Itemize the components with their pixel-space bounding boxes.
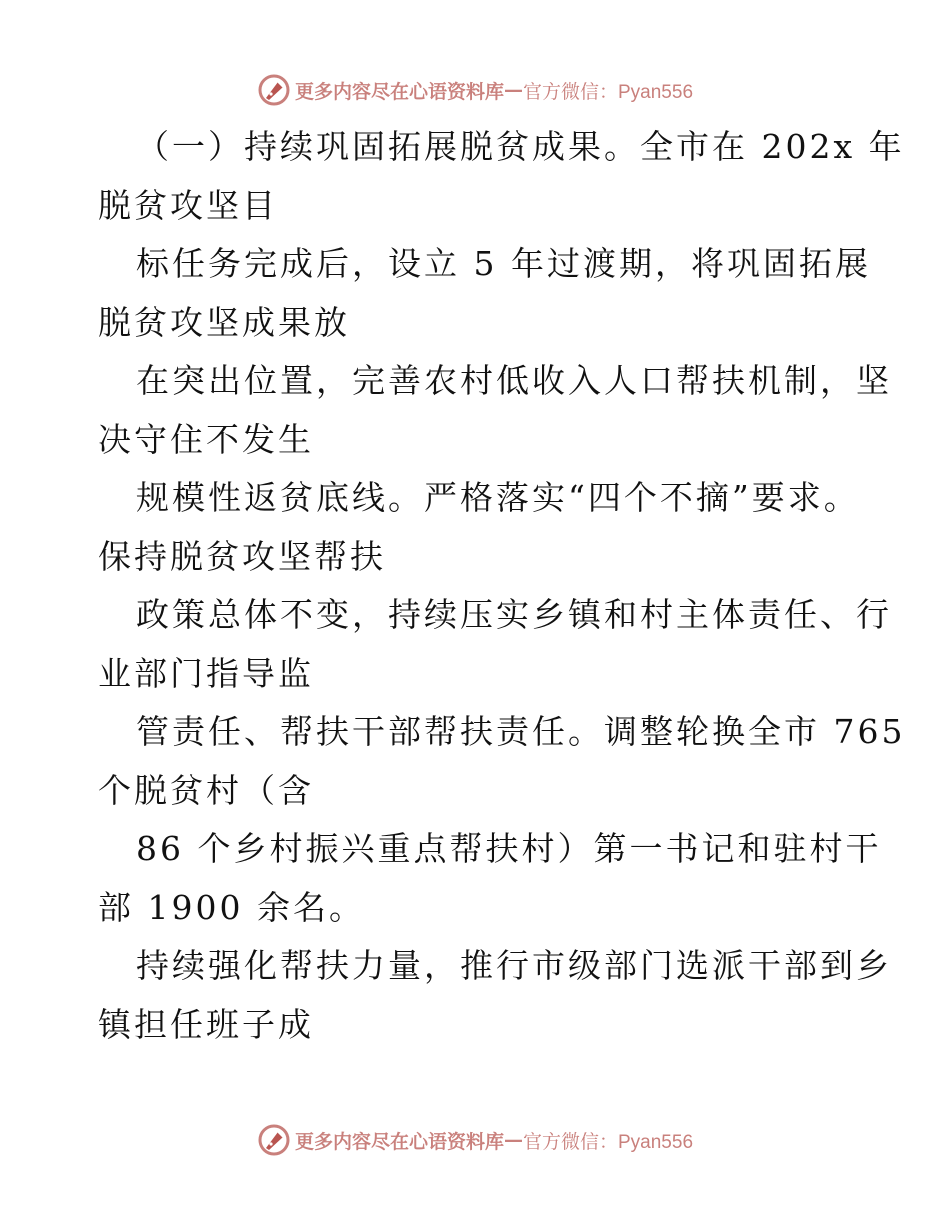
text-line-5: 在突出位置，完善农村低收入人口帮扶机制，坚	[136, 361, 892, 400]
text-line-14: 部 1900 余名。	[98, 887, 365, 927]
watermark-text: 更多内容尽在心语资料库	[294, 1130, 504, 1153]
pen-nib-logo-icon	[257, 1123, 291, 1157]
text-line-11: 管责任、帮扶干部帮扶责任。调整轮换全市 765	[136, 712, 906, 751]
text-line-1: （一）持续巩固拓展脱贫成果。全市在 202x 年	[136, 127, 905, 166]
watermark-contact: 官方微信：Pyan556	[523, 1131, 694, 1153]
text-line-8: 保持脱贫攻坚帮扶	[98, 536, 386, 576]
text-line-4: 脱贫攻坚成果放	[98, 302, 350, 342]
text-line-10: 业部门指导监	[98, 653, 314, 693]
text-line-15: 持续强化帮扶力量，推行市级部门选派干部到乡	[136, 946, 892, 985]
text-line-9: 政策总体不变，持续压实乡镇和村主体责任、行	[136, 595, 892, 634]
text-line-16: 镇担任班子成	[98, 1004, 314, 1044]
text-line-6: 决守住不发生	[98, 419, 314, 459]
text-line-13: 86 个乡村振兴重点帮扶村）第一书记和驻村干	[136, 829, 882, 868]
header-watermark	[0, 70, 950, 110]
watermark-text: 更多内容尽在心语资料库	[294, 80, 504, 103]
text-line-12: 个脱贫村（含	[98, 770, 314, 810]
watermark-dash: —	[504, 1129, 523, 1151]
text-line-3: 标任务完成后，设立 5 年过渡期，将巩固拓展	[136, 244, 871, 283]
document-body	[98, 118, 906, 1054]
text-line-2: 脱贫攻坚目	[98, 185, 278, 225]
text-line-7: 规模性返贫底线。严格落实“四个不摘”要求。	[136, 478, 860, 517]
pen-nib-logo-icon	[257, 73, 291, 107]
watermark-dash: —	[504, 79, 523, 101]
watermark-contact: 官方微信：Pyan556	[523, 81, 694, 103]
footer-watermark	[0, 1120, 950, 1160]
